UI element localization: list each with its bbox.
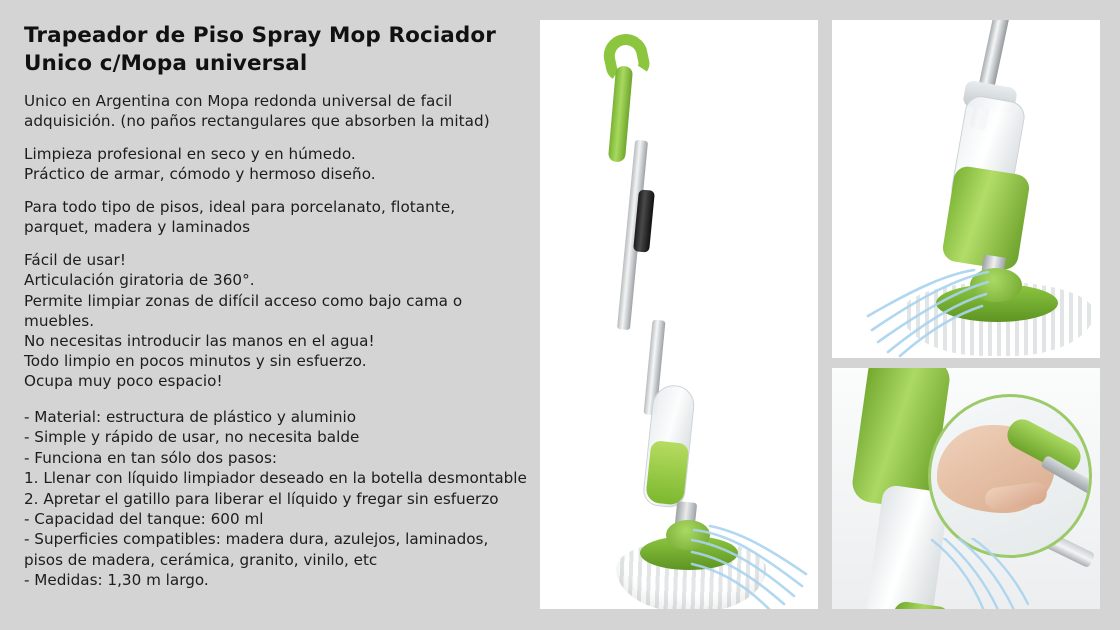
water-spray-icon bbox=[862, 268, 992, 358]
text-line: Unico en Argentina con Mopa redonda universal de facil bbox=[24, 92, 453, 111]
text-line: Todo limpio en pocos minutos y sin esfuerzo. bbox=[24, 351, 367, 370]
text-line: adquisición. (no paños rectangulares que absorben la mitad) bbox=[24, 112, 490, 131]
spec-item: 1. Llenar con líquido limpiador deseado en la botella desmontable bbox=[24, 469, 527, 488]
text-line: Práctico de armar, cómodo y hermoso diseño. bbox=[24, 165, 376, 184]
spec-item: - Funciona en tan sólo dos pasos: bbox=[24, 448, 277, 467]
specifications-list bbox=[24, 407, 527, 591]
water-spray-icon bbox=[928, 538, 1048, 609]
title-line-1: Trapeador de Piso Spray Mop Rociador bbox=[24, 23, 496, 48]
text-line: Fácil de usar! bbox=[24, 251, 126, 270]
spec-item: - Capacidad del tanque: 600 ml bbox=[24, 510, 264, 529]
water-spray-icon bbox=[690, 520, 810, 609]
paragraph-floor-types bbox=[24, 197, 524, 237]
spec-item: pisos de madera, cerámica, granito, vinilo, etc bbox=[24, 550, 378, 569]
text-line: Permite limpiar zonas de difícil acceso como bajo cama o bbox=[24, 291, 463, 310]
text-line: Para todo tipo de pisos, ideal para porcelanato, flotante, bbox=[24, 198, 456, 217]
product-image-trigger-hand bbox=[832, 368, 1100, 609]
text-line: Ocupa muy poco espacio! bbox=[24, 371, 223, 390]
spec-item: 2. Apretar el gatillo para liberar el líquido y fregar sin esfuerzo bbox=[24, 489, 499, 508]
title-line-2: Unico c/Mopa universal bbox=[24, 50, 308, 76]
product-description-column bbox=[24, 22, 527, 591]
text-line: Articulación giratoria de 360°. bbox=[24, 271, 255, 290]
spec-item: - Simple y rápido de usar, no necesita balde bbox=[24, 428, 360, 447]
paragraph-ease-of-use bbox=[24, 250, 524, 390]
text-line: parquet, madera y laminados bbox=[24, 218, 251, 237]
paragraph-cleaning bbox=[24, 144, 524, 184]
mop-grip bbox=[608, 65, 633, 162]
spec-item: - Material: estructura de plástico y aluminio bbox=[24, 407, 356, 426]
product-image-spray-head bbox=[832, 20, 1100, 358]
inset-detail-circle bbox=[928, 394, 1092, 558]
spec-item: - Superficies compatibles: madera dura, azulejos, laminados, bbox=[24, 530, 489, 549]
text-line: Limpieza profesional en seco y en húmedo. bbox=[24, 145, 356, 164]
text-line: No necesitas introducir las manos en el agua! bbox=[24, 331, 375, 350]
paragraph-uniqueness bbox=[24, 91, 524, 131]
spec-item: - Medidas: 1,30 m largo. bbox=[24, 571, 209, 590]
page-title bbox=[24, 22, 524, 77]
text-line: muebles. bbox=[24, 311, 95, 330]
bottle-liquid bbox=[645, 440, 689, 506]
product-image-main bbox=[540, 20, 818, 609]
